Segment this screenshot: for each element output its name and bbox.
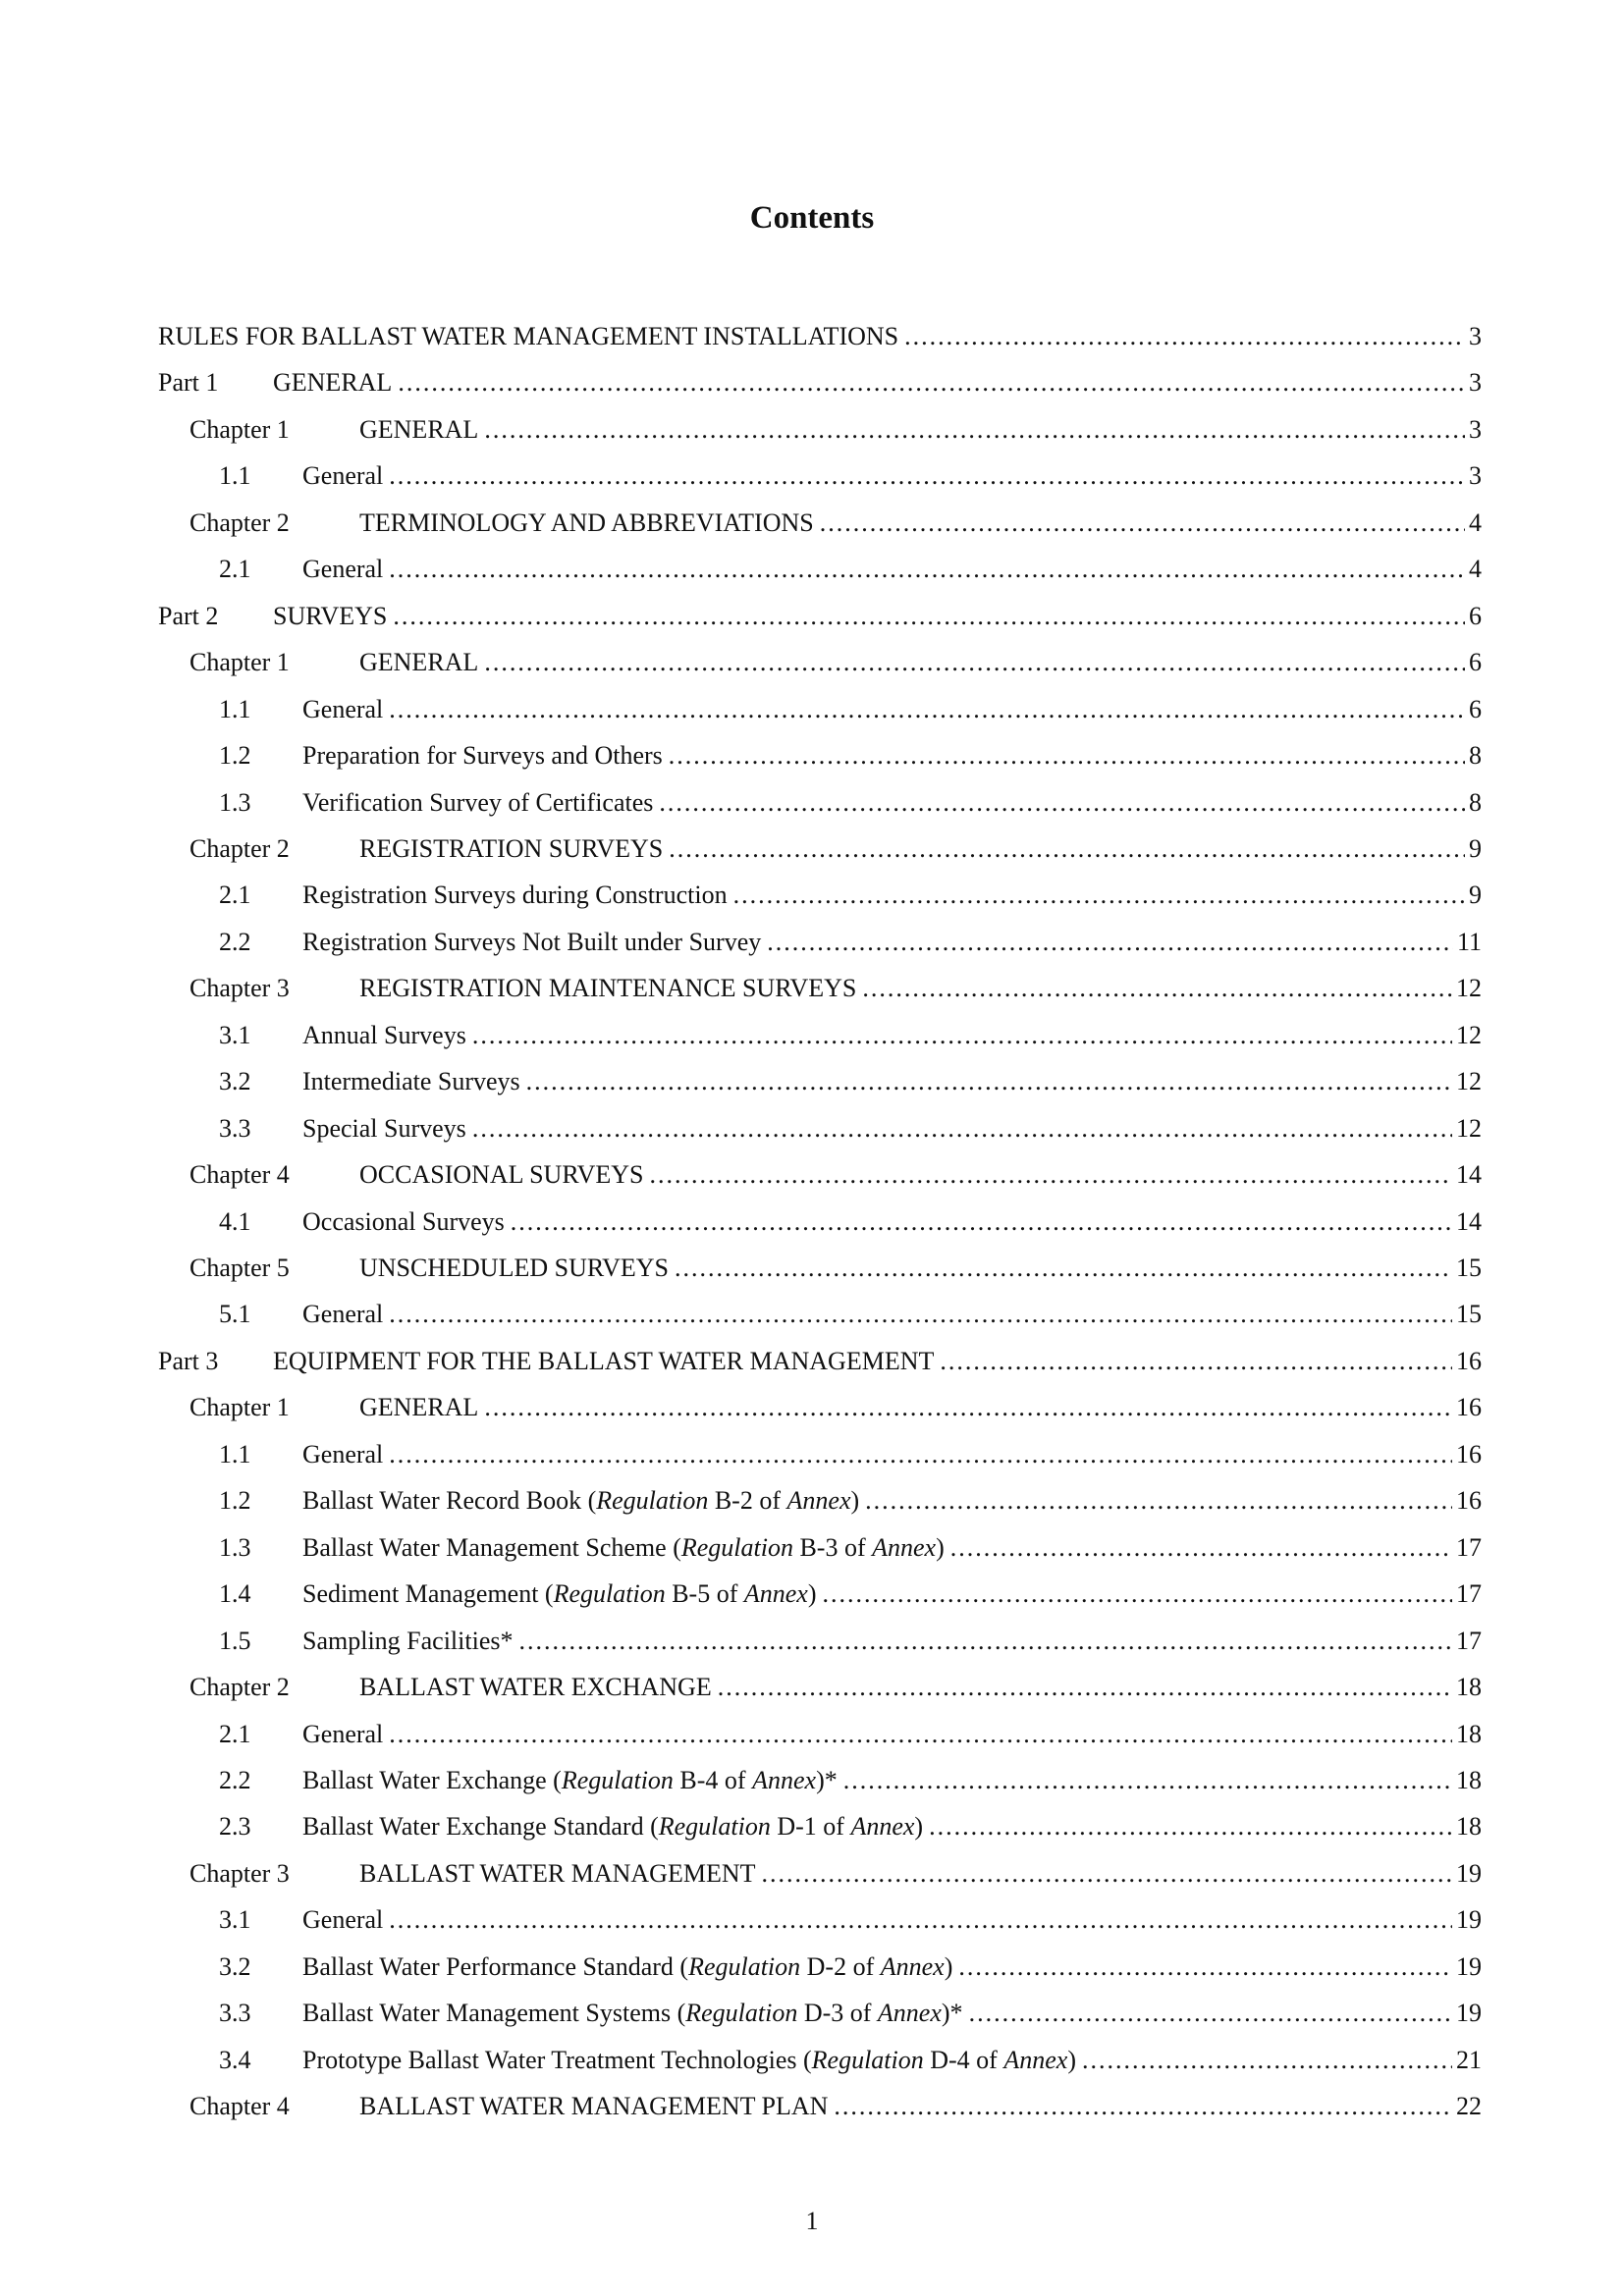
toc-entry-number: Part 1	[158, 368, 219, 398]
toc-entry-title: Occasional Surveys	[302, 1206, 505, 1236]
toc-entry[interactable]	[219, 1994, 1482, 2033]
toc-entry[interactable]	[219, 550, 1482, 589]
toc-entry-number: 2.1	[219, 881, 251, 910]
toc-leader-dots	[761, 1854, 1452, 1894]
toc-entry-page: 19	[1456, 1858, 1482, 1888]
toc-entry[interactable]	[189, 504, 1482, 543]
page-number: 1	[805, 2207, 819, 2235]
toc-entry-number: 3.2	[219, 1067, 251, 1096]
toc-entry[interactable]	[158, 1342, 1482, 1381]
toc-entry-page: 17	[1456, 1579, 1482, 1609]
toc-entry-page: 15	[1456, 1300, 1482, 1329]
toc-entry-title: REGISTRATION SURVEYS	[359, 833, 664, 863]
toc-entry[interactable]	[189, 829, 1482, 869]
toc-leader-dots	[820, 504, 1465, 543]
toc-entry-page: 9	[1469, 833, 1482, 863]
toc-entry[interactable]	[189, 1854, 1482, 1894]
toc-entry-number: Chapter 3	[189, 1858, 290, 1888]
toc-entry-number: 3.2	[219, 1951, 251, 1981]
toc-entry-title: EQUIPMENT FOR THE BALLAST WATER MANAGEMENT	[273, 1346, 935, 1375]
toc-entry-number: 4.1	[219, 1206, 251, 1236]
toc-entry-page: 18	[1456, 1673, 1482, 1702]
toc-entry-title: BALLAST WATER MANAGEMENT PLAN	[359, 2092, 829, 2121]
toc-leader-dots	[389, 1715, 1452, 1754]
toc-entry-number: 2.1	[219, 1719, 251, 1748]
toc-entry-number: Chapter 4	[189, 1160, 290, 1190]
toc-entry-title: Ballast Water Exchange (Regulation B-4 of Annex)*	[302, 1765, 838, 1794]
toc-entry-number: Chapter 5	[189, 1254, 290, 1282]
toc-entry-number: Chapter 1	[189, 1393, 290, 1422]
toc-entry-page: 11	[1456, 927, 1482, 956]
toc-leader-dots	[929, 1807, 1452, 1846]
toc-leader-dots	[904, 317, 1465, 356]
toc-entry-title: General	[302, 1439, 384, 1468]
toc-entry-number: Chapter 2	[189, 1673, 290, 1702]
toc-leader-dots	[862, 969, 1452, 1008]
toc-entry-title: Prototype Ballast Water Treatment Technologies (Regulation D-4 of Annex)	[302, 2045, 1076, 2074]
toc-leader-dots	[958, 1948, 1452, 1987]
toc-entry-number: 1.2	[219, 1486, 251, 1516]
toc-entry-page: 4	[1469, 555, 1482, 584]
toc-entry[interactable]	[189, 2087, 1482, 2126]
toc-entry-page: 17	[1456, 1626, 1482, 1655]
toc-entry-number: 3.3	[219, 1113, 251, 1143]
toc-entry[interactable]	[219, 456, 1482, 496]
toc-entry[interactable]	[189, 1388, 1482, 1427]
toc-entry-page: 15	[1456, 1254, 1482, 1282]
toc-entry-number: 1.1	[219, 461, 251, 491]
toc-entry[interactable]	[158, 597, 1482, 636]
toc-entry-title: General	[302, 694, 384, 723]
toc-entry[interactable]	[219, 1761, 1482, 1800]
toc-entry-number: 1.4	[219, 1579, 251, 1609]
toc-leader-dots	[675, 1249, 1452, 1288]
toc-entry-number: 2.3	[219, 1812, 251, 1842]
toc-leader-dots	[484, 1388, 1452, 1427]
toc-entry-title: Ballast Water Exchange Standard (Regulation D-1 of Annex)	[302, 1812, 924, 1842]
toc-entry-title: Verification Survey of Certificates	[302, 787, 654, 817]
toc-entry-number: 1.3	[219, 787, 251, 817]
toc-entry-number: Part 3	[158, 1346, 219, 1375]
toc-entry-number: Chapter 2	[189, 507, 290, 537]
toc-entry-page: 12	[1456, 1067, 1482, 1096]
toc-entry[interactable]	[219, 1109, 1482, 1148]
toc-entry-page: 16	[1456, 1393, 1482, 1422]
toc-entry-title: SURVEYS	[273, 601, 388, 630]
toc-entry-number: Chapter 1	[189, 414, 290, 444]
toc-entry-number: Chapter 3	[189, 974, 290, 1003]
toc-entry[interactable]	[219, 2041, 1482, 2080]
toc-entry-page: 12	[1456, 1113, 1482, 1143]
toc-entry-title: Ballast Water Performance Standard (Regulation D-2 of Annex)	[302, 1951, 953, 1981]
toc-leader-dots	[389, 456, 1465, 496]
toc-leader-dots	[650, 1155, 1453, 1195]
toc-entry-number: 3.1	[219, 1905, 251, 1935]
toc-leader-dots	[950, 1528, 1452, 1568]
toc-entry-page: 14	[1456, 1206, 1482, 1236]
toc-leader-dots	[484, 643, 1465, 682]
toc-entry-title: Preparation for Surveys and Others	[302, 741, 663, 771]
toc-entry[interactable]	[219, 736, 1482, 775]
toc-entry[interactable]	[219, 690, 1482, 729]
toc-entry-page: 4	[1469, 507, 1482, 537]
toc-entry-title: Sampling Facilities*	[302, 1626, 514, 1655]
toc-entry-page: 6	[1469, 601, 1482, 630]
toc-leader-dots	[733, 876, 1465, 915]
toc-leader-dots	[1082, 2041, 1452, 2080]
toc-leader-dots	[940, 1342, 1452, 1381]
toc-entry-number: Chapter 4	[189, 2092, 290, 2121]
toc-entry-title: REGISTRATION MAINTENANCE SURVEYS	[359, 974, 857, 1003]
toc-entry-page: 19	[1456, 1999, 1482, 2028]
toc-leader-dots	[659, 783, 1465, 823]
toc-entry[interactable]	[189, 1249, 1482, 1288]
toc-entry-page: 21	[1456, 2045, 1482, 2074]
toc-entry-title: Annual Surveys	[302, 1020, 466, 1049]
toc-entry-number: Chapter 1	[189, 648, 290, 677]
toc-leader-dots	[389, 550, 1465, 589]
toc-entry-number: 2.2	[219, 927, 251, 956]
toc-leader-dots	[519, 1622, 1453, 1661]
toc-entry-page: 3	[1469, 414, 1482, 444]
toc-entry-number: 1.1	[219, 694, 251, 723]
toc-entry-title: General	[302, 1905, 384, 1935]
toc-entry-page: 6	[1469, 694, 1482, 723]
toc-entry[interactable]	[219, 1948, 1482, 1987]
toc-entry-title: General	[302, 1719, 384, 1748]
toc-entry-title: General	[302, 555, 384, 584]
toc-leader-dots	[389, 1900, 1452, 1940]
toc-entry[interactable]	[189, 1155, 1482, 1195]
toc-entry[interactable]	[219, 1622, 1482, 1661]
toc-entry-number: Chapter 2	[189, 833, 290, 863]
toc-entry-title: BALLAST WATER MANAGEMENT	[359, 1858, 756, 1888]
toc-entry-title: UNSCHEDULED SURVEYS	[359, 1254, 669, 1282]
toc-entry-title: BALLAST WATER EXCHANGE	[359, 1673, 712, 1702]
toc-entry-page: 12	[1456, 1020, 1482, 1049]
toc-leader-dots	[843, 1761, 1452, 1800]
toc-entry-page: 8	[1469, 787, 1482, 817]
toc-entry-title: Sediment Management (Regulation B-5 of Annex)	[302, 1579, 817, 1609]
toc-leader-dots	[511, 1202, 1452, 1242]
toc-entry-number: 3.1	[219, 1020, 251, 1049]
toc-entry-title: RULES FOR BALLAST WATER MANAGEMENT INSTALLATIONS	[158, 322, 899, 350]
toc-leader-dots	[669, 829, 1465, 869]
toc-entry[interactable]	[189, 643, 1482, 682]
toc-entry-number: 1.1	[219, 1439, 251, 1468]
toc-entry[interactable]	[158, 363, 1482, 402]
toc-leader-dots	[718, 1668, 1452, 1707]
toc-entry[interactable]	[219, 923, 1482, 962]
toc-entry[interactable]	[219, 783, 1482, 823]
toc-entry-number: 1.2	[219, 741, 251, 771]
toc-leader-dots	[526, 1062, 1452, 1101]
toc-leader-dots	[823, 1575, 1452, 1614]
toc-entry-title: Ballast Water Record Book (Regulation B-2 of Annex)	[302, 1486, 860, 1516]
toc-entry-page: 18	[1456, 1812, 1482, 1842]
toc-entry-title: GENERAL	[359, 648, 479, 677]
toc-entry-page: 6	[1469, 648, 1482, 677]
toc-entry-title: Ballast Water Management Systems (Regulation D-3 of Annex)*	[302, 1999, 963, 2028]
toc-entry[interactable]	[219, 1202, 1482, 1242]
toc-entry[interactable]	[219, 1575, 1482, 1614]
toc-entry-title: Ballast Water Management Scheme (Regulation B-3 of Annex)	[302, 1532, 945, 1562]
toc-entry-page: 12	[1456, 974, 1482, 1003]
toc-leader-dots	[865, 1481, 1452, 1521]
toc-leader-dots	[472, 1109, 1452, 1148]
toc-entry-number: 1.3	[219, 1532, 251, 1562]
toc-entry[interactable]	[219, 1481, 1482, 1521]
toc-leader-dots	[389, 690, 1465, 729]
toc-entry[interactable]	[219, 1715, 1482, 1754]
toc-entry-page: 19	[1456, 1905, 1482, 1935]
toc-entry-page: 17	[1456, 1532, 1482, 1562]
toc-entry-title: Registration Surveys during Construction	[302, 881, 728, 910]
toc-leader-dots	[398, 363, 1465, 402]
toc-entry-title: OCCASIONAL SURVEYS	[359, 1160, 644, 1190]
toc-entry-page: 18	[1456, 1765, 1482, 1794]
toc-entry-page: 16	[1456, 1346, 1482, 1375]
toc-leader-dots	[834, 2087, 1452, 2126]
toc-entry-page: 3	[1469, 322, 1482, 350]
toc-entry[interactable]	[219, 1062, 1482, 1101]
toc-leader-dots	[393, 597, 1465, 636]
toc-leader-dots	[472, 1016, 1452, 1055]
toc-entry[interactable]	[219, 1807, 1482, 1846]
toc-entry-number: 3.3	[219, 1999, 251, 2028]
toc-leader-dots	[767, 923, 1453, 962]
toc-entry-number: 2.2	[219, 1765, 251, 1794]
toc-leader-dots	[969, 1994, 1452, 2033]
toc-entry[interactable]	[189, 410, 1482, 450]
toc-entry-page: 16	[1456, 1486, 1482, 1516]
toc-entry-page: 22	[1456, 2092, 1482, 2121]
toc-entry-page: 19	[1456, 1951, 1482, 1981]
toc-entry-page: 18	[1456, 1719, 1482, 1748]
toc-entry-title: General	[302, 461, 384, 491]
toc-entry[interactable]	[219, 876, 1482, 915]
toc-entry[interactable]	[219, 1016, 1482, 1055]
toc-entry-number: 3.4	[219, 2045, 251, 2074]
toc-entry[interactable]	[219, 1295, 1482, 1334]
toc-leader-dots	[484, 410, 1465, 450]
toc-entry[interactable]	[189, 969, 1482, 1008]
toc-entry-page: 14	[1456, 1160, 1482, 1190]
toc-entry-page: 8	[1469, 741, 1482, 771]
toc-entry-title: Registration Surveys Not Built under Survey	[302, 927, 762, 956]
toc-leader-dots	[389, 1295, 1452, 1334]
toc-entry-title: GENERAL	[359, 1393, 479, 1422]
toc-entry-number: 1.5	[219, 1626, 251, 1655]
toc-entry-number: 2.1	[219, 555, 251, 584]
toc-entry[interactable]	[219, 1528, 1482, 1568]
toc-entry[interactable]	[219, 1435, 1482, 1474]
toc-leader-dots	[389, 1435, 1452, 1474]
toc-entry[interactable]	[219, 1900, 1482, 1940]
toc-leader-dots	[669, 736, 1465, 775]
toc-entry-number: Part 2	[158, 601, 219, 630]
toc-entry-title: General	[302, 1300, 384, 1329]
toc-entry-number: 5.1	[219, 1300, 251, 1329]
toc-entry-title: GENERAL	[273, 368, 393, 398]
page-title: Contents	[749, 200, 875, 236]
toc-entry-title: GENERAL	[359, 414, 479, 444]
toc-entry-title: Intermediate Surveys	[302, 1067, 520, 1096]
toc-entry-title: Special Surveys	[302, 1113, 466, 1143]
toc-entry-title: TERMINOLOGY AND ABBREVIATIONS	[359, 507, 814, 537]
toc-entry[interactable]	[158, 317, 1482, 356]
toc-entry-page: 3	[1469, 368, 1482, 398]
toc-entry[interactable]	[189, 1668, 1482, 1707]
toc-entry-page: 9	[1469, 881, 1482, 910]
toc-entry-page: 3	[1469, 461, 1482, 491]
toc-entry-page: 16	[1456, 1439, 1482, 1468]
